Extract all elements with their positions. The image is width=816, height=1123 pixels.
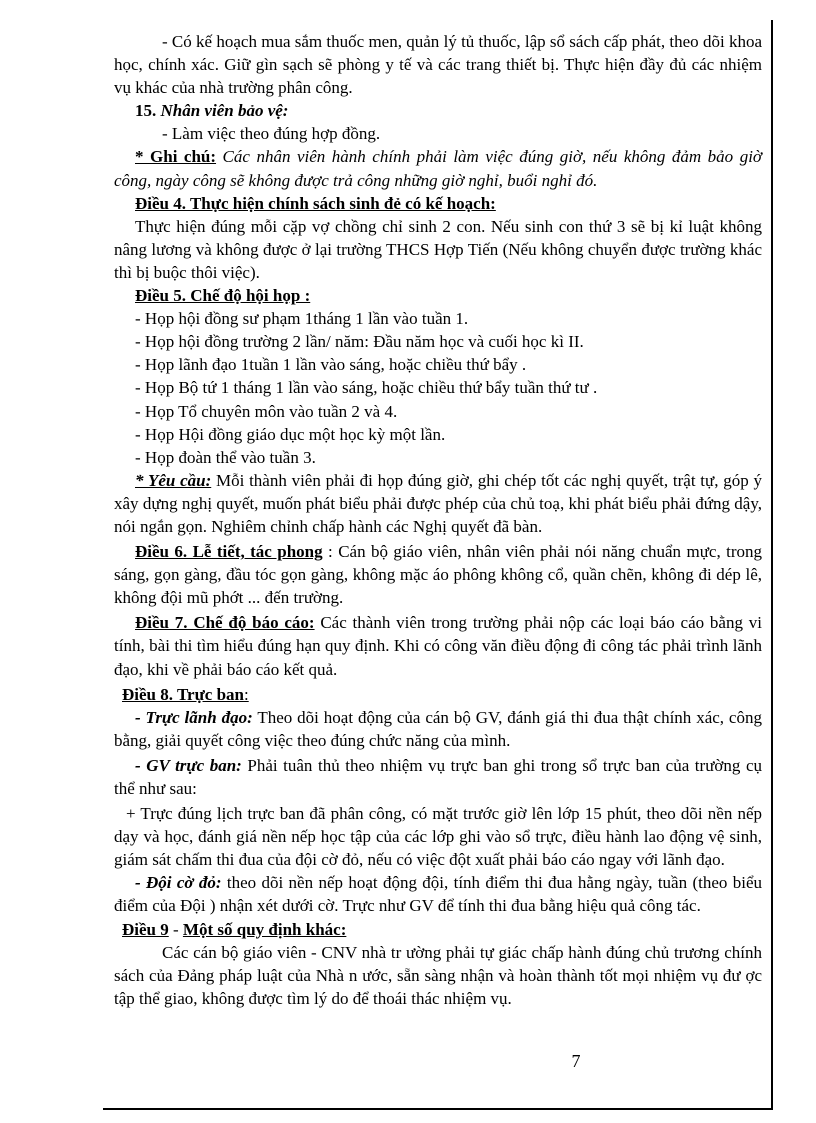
article-6-text: : Cán bộ giáo viên, nhân viên phải nói năng chuẩn mực, trong sáng, gọn gàng, đầu tóc gọn gàng, không mặc áo phông không cổ, quần chẽn, không đi dép lê, không đội mũ phớt ... đến trường. (114, 542, 763, 608)
article-4-title: Điều 4. Thực hiện chính sách sinh đẻ có kế hoạch: (135, 193, 496, 213)
duty-leader-paragraph (114, 706, 762, 752)
article-7-paragraph (114, 611, 762, 680)
meeting-item: - Họp lãnh đạo 1tuần 1 lần vào sáng, hoặc chiều thứ bẩy . (135, 355, 527, 375)
article-4-heading (114, 192, 762, 215)
article-5-title: Điều 5. Chế độ hội họp : (135, 286, 311, 306)
article-4-text: Thực hiện đúng mỗi cặp vợ chồng chỉ sinh 2 con. Nếu sinh con thứ 3 sẽ bị kỉ luật không nâng lương và không được ở lại trường THCS Hợp Tiến (Nếu không chuyển được trường khác thì bị buộc thôi việc). (114, 216, 762, 282)
requirement-text: Mỗi thành viên phải đi họp đúng giờ, ghi chép tốt các nghị quyết, trật tự, góp ý xây dựng nghị quyết, muốn phát biểu phải được phép của chủ toạ, khi phát biểu phải đứng dậy, nói ngắn gọn. Nghiêm chỉnh chấp hành các Nghị quyết đã bàn. (114, 470, 762, 536)
article-9-title: Một số quy định khác: (182, 919, 347, 939)
article-7-title: Điều 7. Chế độ báo cáo: (135, 613, 315, 633)
article-5-heading (114, 284, 762, 307)
article-6-paragraph (114, 540, 762, 609)
duty-leader-label: - Trực lãnh đạo: (135, 707, 253, 727)
section-15-heading (114, 99, 762, 122)
duty-teacher-label: - GV trực ban: (135, 755, 242, 775)
meeting-item: - Họp hội đồng sư phạm 1tháng 1 lần vào tuần 1. (135, 309, 469, 329)
section-15-item: - Làm việc theo đúng hợp đồng. (162, 124, 381, 144)
article-8-colon: : (243, 684, 249, 704)
meeting-item: - Họp Tổ chuyên môn vào tuần 2 và 4. (135, 401, 398, 421)
section-15-title: Nhân viên bảo vệ: (160, 101, 289, 121)
article-9-heading (114, 918, 762, 941)
note-paragraph (114, 145, 762, 191)
article-6-title: Điều 6. Lễ tiết, tác phong (135, 542, 323, 562)
section-14-paragraph: - Có kế hoạch mua sắm thuốc men, quản lý tủ thuốc, lập sổ sách cấp phát, theo dõi khoa học, chính xác. Giữ gìn sạch sẽ phòng y tế và các trang thiết bị. Thực hiện đầy đủ các nhiệm vụ khác của nhà trường phân công. (114, 32, 762, 98)
meeting-item: - Họp đoàn thể vào tuần 3. (135, 447, 316, 467)
page-border-bottom (103, 1108, 773, 1110)
red-flag-text: theo dõi nền nếp hoạt động đội, tính điểm thi đua hằng ngày, tuần (theo biểu điểm của Đội ) nhận xét dưới cờ. Trực như GV để tính thi đua bằng hiệu quả công tác. (114, 873, 762, 916)
meeting-item: - Họp Bộ tứ 1 tháng 1 lần vào sáng, hoặc chiều thứ bẩy tuần thứ tư . (135, 378, 598, 398)
article-7-text: Các thành viên trong trường phải nộp các loại báo cáo bằng vi tính, bài thi tìm hiểu đúng hạn quy định. Khi có công văn điều động đi công tác phải trình lãnh đạo, khi về phải báo cáo kết quả. (114, 613, 762, 679)
meeting-item: - Họp hội đồng trường 2 lần/ năm: Đầu năm học và cuối học kì II. (135, 332, 584, 352)
red-flag-paragraph (114, 871, 762, 917)
article-9-text: Các cán bộ giáo viên - CNV nhà tr ường phải tự giác chấp hành đúng chủ trương chính sách của Đảng pháp luật của Nhà n ước, sẵn sàng nhận và hoàn thành tốt mọi nhiệm vụ đư ợc tập thể giao, không được tìm lý do để thoái thác nhiệm vụ. (114, 942, 762, 1008)
page-number: 7 (571, 1051, 581, 1071)
note-label: * Ghi chú: (135, 147, 217, 167)
requirement-label: * Yêu cầu: (135, 470, 212, 490)
red-flag-label: - Đội cờ đỏ: (135, 873, 222, 893)
section-15-number: 15. (135, 101, 157, 121)
article-9-separator: - (168, 919, 183, 939)
duty-detail-paragraph: + Trực đúng lịch trực ban đã phân công, có mặt trước giờ lên lớp 15 phút, theo dõi nền nếp dạy và học, đánh giá nền nếp học tập của các lớp ghi vào sổ trực, điều hành lao động vệ sinh, giám sát chấm thi đua của đội cờ đỏ, nếu có việc đột xuất phải báo cáo ngay với lãnh đạo. (114, 804, 762, 870)
duty-leader-text: Theo dõi hoạt động của cán bộ GV, đánh giá thi đua thật chính xác, công bằng, giải quyết công việc theo đúng chức năng của mình. (114, 707, 762, 750)
requirement-paragraph (114, 469, 762, 538)
article-8-title: Điều 8. Trực ban (122, 684, 244, 704)
duty-teacher-paragraph (114, 754, 762, 800)
page-border-right (771, 20, 773, 1110)
article-8-heading (114, 683, 762, 706)
article-9-number: Điều 9 (122, 919, 169, 939)
duty-teacher-text: Phải tuân thủ theo nhiệm vụ trực ban ghi trong sổ trực ban của trường cụ thể như sau: (114, 755, 762, 798)
meeting-item: - Họp Hội đồng giáo dục một học kỳ một lần. (135, 424, 446, 444)
note-text: Các nhân viên hành chính phải làm việc đúng giờ, nếu không đảm bảo giờ công, ngày công sẽ không được trả công những giờ nghỉ, buổi nghỉ đó. (114, 147, 762, 190)
document-body (114, 30, 762, 1010)
